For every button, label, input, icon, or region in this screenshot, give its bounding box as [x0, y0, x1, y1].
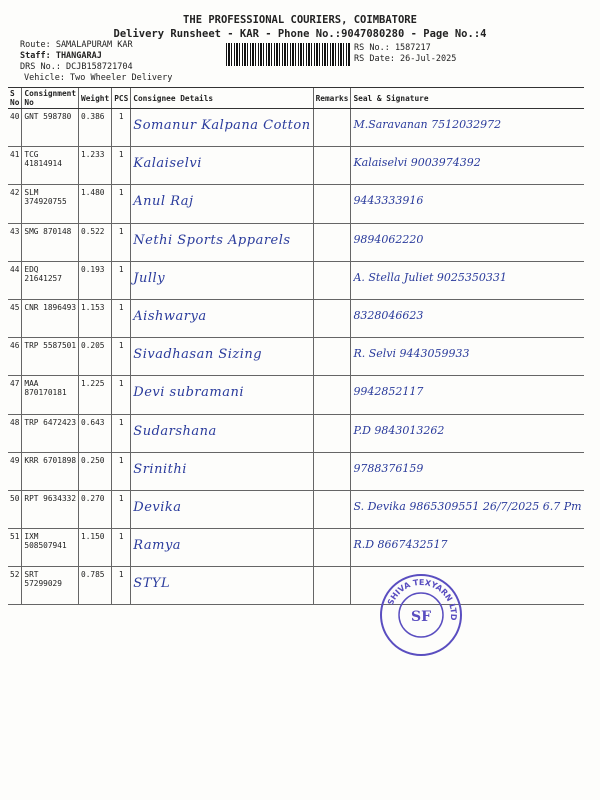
row-consignee-cell	[131, 376, 313, 414]
row-signature-cell	[351, 223, 584, 261]
col-consignment: Consignment No	[22, 88, 79, 109]
row-pcs-cell: 1	[112, 261, 131, 299]
row-consignment-no-cell: IXM 508507941	[22, 529, 79, 567]
handwritten-signature: M.Saravanan 7512032972	[353, 118, 502, 131]
handwritten-consignee: STYL	[133, 576, 171, 592]
col-sno: S No	[8, 88, 22, 109]
handwritten-signature: 9788376159	[353, 461, 424, 475]
row-weight-cell: 1.153	[79, 299, 112, 337]
row-consignment-no-cell: RPT 9634332	[22, 490, 79, 528]
row-remarks-cell	[313, 261, 351, 299]
handwritten-consignee: Jully	[133, 270, 166, 286]
table-row	[8, 223, 584, 261]
row-pcs-cell: 1	[112, 452, 131, 490]
table-row	[8, 567, 584, 605]
row-signature-cell	[351, 376, 584, 414]
row-signature-cell	[351, 529, 584, 567]
row-consignee-cell	[131, 529, 313, 567]
company-seal-stamp	[378, 572, 464, 658]
row-weight-cell: 0.193	[79, 261, 112, 299]
handwritten-signature: A. Stella Juliet 9025350331	[353, 270, 507, 284]
table-body	[8, 109, 584, 605]
col-weight: Weight	[79, 88, 112, 109]
row-signature-cell	[351, 414, 584, 452]
row-weight-cell: 0.270	[79, 490, 112, 528]
rs-number: RS No.: 1587217	[354, 43, 431, 53]
row-consignment-no-cell: TCG 41814914	[22, 147, 79, 185]
handwritten-signature: Kalaiselvi 9003974392	[353, 156, 481, 170]
row-weight-cell: 0.785	[79, 567, 112, 605]
row-signature-cell	[351, 147, 584, 185]
row-remarks-cell	[313, 147, 351, 185]
row-pcs-cell: 1	[112, 185, 131, 223]
row-remarks-cell	[313, 185, 351, 223]
table-row	[8, 147, 584, 185]
row-sno-cell: 52	[8, 567, 22, 605]
table-row	[8, 490, 584, 528]
handwritten-signature: R. Selvi 9443059933	[353, 347, 470, 361]
row-remarks-cell	[313, 338, 351, 376]
handwritten-consignee: Ramya	[133, 538, 182, 554]
row-consignee-cell	[131, 490, 313, 528]
staff-text: Staff: THANGARAJ	[20, 51, 102, 61]
row-consignment-no-cell: GNT 598780	[22, 109, 79, 147]
row-signature-cell	[351, 185, 584, 223]
row-remarks-cell	[313, 567, 351, 605]
row-sno-cell: 41	[8, 147, 22, 185]
row-weight-cell: 1.480	[79, 185, 112, 223]
row-consignment-no-cell: KRR 6701898	[22, 452, 79, 490]
row-pcs-cell: 1	[112, 147, 131, 185]
row-pcs-cell: 1	[112, 567, 131, 605]
barcode	[226, 43, 350, 66]
row-consignee-cell	[131, 109, 313, 147]
row-pcs-cell: 1	[112, 109, 131, 147]
row-sno-cell: 48	[8, 414, 22, 452]
row-weight-cell: 0.522	[79, 223, 112, 261]
handwritten-consignee: Devi subramani	[133, 385, 244, 401]
row-signature-cell	[351, 452, 584, 490]
row-signature-cell	[351, 261, 584, 299]
row-consignment-no-cell: SRT 57299029	[22, 567, 79, 605]
row-consignee-cell	[131, 223, 313, 261]
handwritten-signature: 9443333916	[353, 194, 424, 208]
row-signature-cell	[351, 490, 584, 528]
table-header-row	[8, 88, 584, 109]
row-sno-cell: 51	[8, 529, 22, 567]
handwritten-consignee: Aishwarya	[133, 308, 207, 324]
row-remarks-cell	[313, 223, 351, 261]
row-remarks-cell	[313, 414, 351, 452]
row-consignee-cell	[131, 147, 313, 185]
svg-text:SHIVA TEXYARN LTD: SHIVA TEXYARN LTD	[385, 577, 459, 621]
runsheet-table	[8, 87, 584, 605]
handwritten-consignee: Devika	[133, 499, 182, 515]
handwritten-consignee: Sivadhasan Sizing	[133, 347, 263, 363]
row-sno-cell: 42	[8, 185, 22, 223]
row-consignee-cell	[131, 185, 313, 223]
handwritten-consignee: Kalaiselvi	[133, 156, 202, 172]
handwritten-consignee: Anul Raj	[133, 194, 194, 210]
company-title: THE PROFESSIONAL COURIERS, COIMBATORE	[183, 14, 417, 26]
handwritten-signature: S. Devika 9865309551 26/7/2025 6.7 Pm	[353, 499, 582, 513]
row-weight-cell: 1.233	[79, 147, 112, 185]
handwritten-consignee: Sudarshana	[133, 423, 217, 439]
row-pcs-cell: 1	[112, 490, 131, 528]
row-consignee-cell	[131, 567, 313, 605]
row-consignment-no-cell: EDQ 21641257	[22, 261, 79, 299]
row-sno-cell: 46	[8, 338, 22, 376]
handwritten-signature: 9894062220	[353, 232, 424, 246]
table-row	[8, 338, 584, 376]
table-row	[8, 452, 584, 490]
row-pcs-cell: 1	[112, 376, 131, 414]
row-weight-cell: 0.250	[79, 452, 112, 490]
row-pcs-cell: 1	[112, 299, 131, 337]
col-signature: Seal & Signature	[351, 88, 584, 109]
runsheet-meta-left	[20, 40, 172, 84]
row-consignee-cell	[131, 452, 313, 490]
handwritten-consignee: Nethi Sports Apparels	[133, 232, 291, 248]
table-row	[8, 299, 584, 337]
table-row	[8, 414, 584, 452]
row-sno-cell: 40	[8, 109, 22, 147]
row-sno-cell: 44	[8, 261, 22, 299]
svg-text:SF: SF	[410, 609, 432, 625]
row-consignment-no-cell: TRP 6472423	[22, 414, 79, 452]
handwritten-signature: 9942852117	[353, 385, 424, 399]
row-pcs-cell: 1	[112, 338, 131, 376]
table-row	[8, 109, 584, 147]
row-weight-cell: 0.205	[79, 338, 112, 376]
table-row	[8, 376, 584, 414]
row-signature-cell	[351, 109, 584, 147]
row-consignment-no-cell: SMG 870148	[22, 223, 79, 261]
handwritten-signature: 8328046623	[353, 308, 424, 322]
row-pcs-cell: 1	[112, 529, 131, 567]
row-sno-cell: 49	[8, 452, 22, 490]
row-sno-cell: 43	[8, 223, 22, 261]
table-row	[8, 529, 584, 567]
rs-date: RS Date: 26-Jul-2025	[354, 54, 457, 64]
runsheet-meta-right	[354, 43, 456, 65]
row-sno-cell: 50	[8, 490, 22, 528]
row-consignment-no-cell: CNR 1896493	[22, 299, 79, 337]
row-weight-cell: 0.386	[79, 109, 112, 147]
row-consignee-cell	[131, 261, 313, 299]
drs-text: DRS No.: DCJB158721704	[20, 62, 133, 72]
handwritten-signature: P.D 9843013262	[353, 423, 445, 437]
handwritten-consignee: Somanur Kalpana Cotton	[133, 118, 311, 133]
row-consignment-no-cell: MAA 870170181	[22, 376, 79, 414]
handwritten-signature: R.D 8667432517	[353, 538, 448, 552]
row-consignee-cell	[131, 299, 313, 337]
row-remarks-cell	[313, 376, 351, 414]
row-remarks-cell	[313, 109, 351, 147]
handwritten-consignee: Srinithi	[133, 461, 187, 477]
row-consignment-no-cell: TRP 5587501	[22, 338, 79, 376]
row-weight-cell: 1.150	[79, 529, 112, 567]
route-text: Route: SAMALAPURAM KAR	[20, 40, 133, 50]
col-remarks: Remarks	[313, 88, 351, 109]
row-remarks-cell	[313, 452, 351, 490]
row-consignee-cell	[131, 414, 313, 452]
row-weight-cell: 0.643	[79, 414, 112, 452]
row-remarks-cell	[313, 490, 351, 528]
row-sno-cell: 47	[8, 376, 22, 414]
row-sno-cell: 45	[8, 299, 22, 337]
runsheet-subtitle: Delivery Runsheet - KAR - Phone No.:9047080280 - Page No.:4	[113, 28, 487, 40]
row-pcs-cell: 1	[112, 414, 131, 452]
row-consignment-no-cell: SLM 374920755	[22, 185, 79, 223]
table-row	[8, 185, 584, 223]
col-consignee: Consignee Details	[131, 88, 313, 109]
row-signature-cell	[351, 338, 584, 376]
row-signature-cell	[351, 299, 584, 337]
row-consignee-cell	[131, 338, 313, 376]
row-weight-cell: 1.225	[79, 376, 112, 414]
row-pcs-cell: 1	[112, 223, 131, 261]
col-pcs: PCS	[112, 88, 131, 109]
vehicle-text: Vehicle: Two Wheeler Delivery	[24, 73, 173, 83]
table-row	[8, 261, 584, 299]
row-remarks-cell	[313, 299, 351, 337]
row-remarks-cell	[313, 529, 351, 567]
